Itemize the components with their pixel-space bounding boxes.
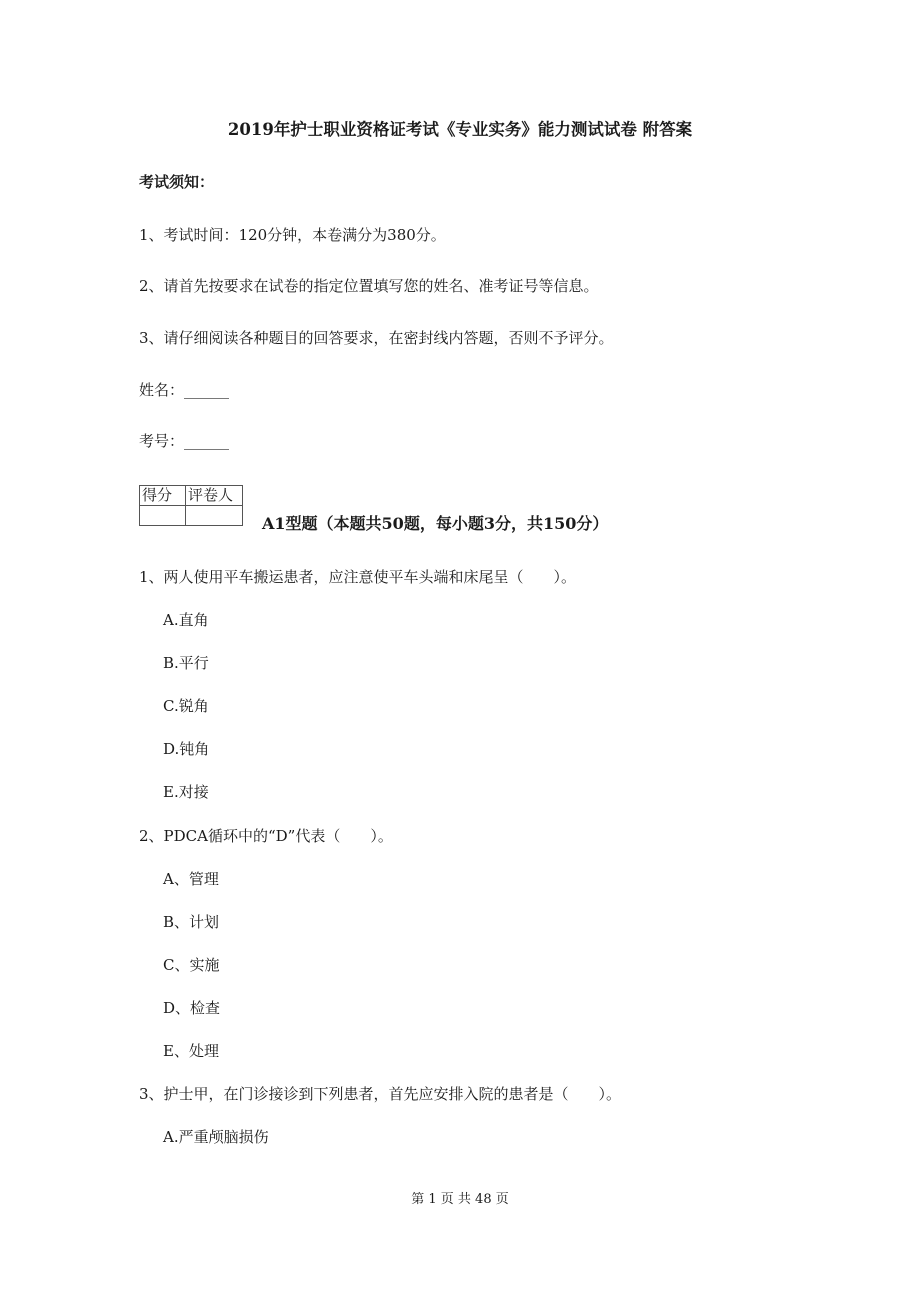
grade-table — [139, 485, 243, 526]
question-option: C.锐角 — [163, 697, 209, 715]
question-stem: 3、护士甲，在门诊接诊到下列患者，首先应安排入院的患者是（ ）。 — [139, 1085, 622, 1103]
question-option: A.直角 — [163, 611, 209, 629]
question-option: A.严重颅脑损伤 — [163, 1128, 269, 1146]
question-stem: 1、两人使用平车搬运患者，应注意使平车头端和床尾呈（ ）。 — [139, 568, 577, 586]
question-option: C、实施 — [163, 956, 220, 974]
notice-item: 2、请首先按要求在试卷的指定位置填写您的姓名、准考证号等信息。 — [139, 277, 599, 295]
question-option: E.对接 — [163, 783, 209, 801]
section-heading: A1型题（本题共50题，每小题3分，共150分） — [262, 514, 609, 533]
question-option: D.钝角 — [163, 740, 210, 758]
exam-number-field: 考号：______ — [139, 432, 230, 450]
question-option: B.平行 — [163, 654, 209, 672]
question-stem: 2、PDCA循环中的“D”代表（ ）。 — [139, 827, 393, 845]
grade-reviewer-header: 评卷人 — [186, 486, 243, 506]
grade-score-header: 得分 — [140, 486, 186, 506]
question-option: A、管理 — [163, 870, 219, 888]
question-option: E、处理 — [163, 1042, 219, 1060]
grade-reviewer-cell — [186, 506, 243, 526]
name-field: 姓名：______ — [139, 381, 230, 399]
grade-score-cell — [140, 506, 186, 526]
notice-item: 3、请仔细阅读各种题目的回答要求，在密封线内答题，否则不予评分。 — [139, 329, 614, 347]
page-footer: 第 1 页 共 48 页 — [411, 1192, 509, 1207]
notice-item: 1、考试时间：120分钟，本卷满分为380分。 — [139, 226, 446, 244]
question-option: B、计划 — [163, 913, 220, 931]
question-option: D、检查 — [163, 999, 221, 1017]
document-title: 2019年护士职业资格证考试《专业实务》能力测试试卷 附答案 — [227, 120, 693, 139]
notice-heading: 考试须知： — [139, 173, 215, 191]
